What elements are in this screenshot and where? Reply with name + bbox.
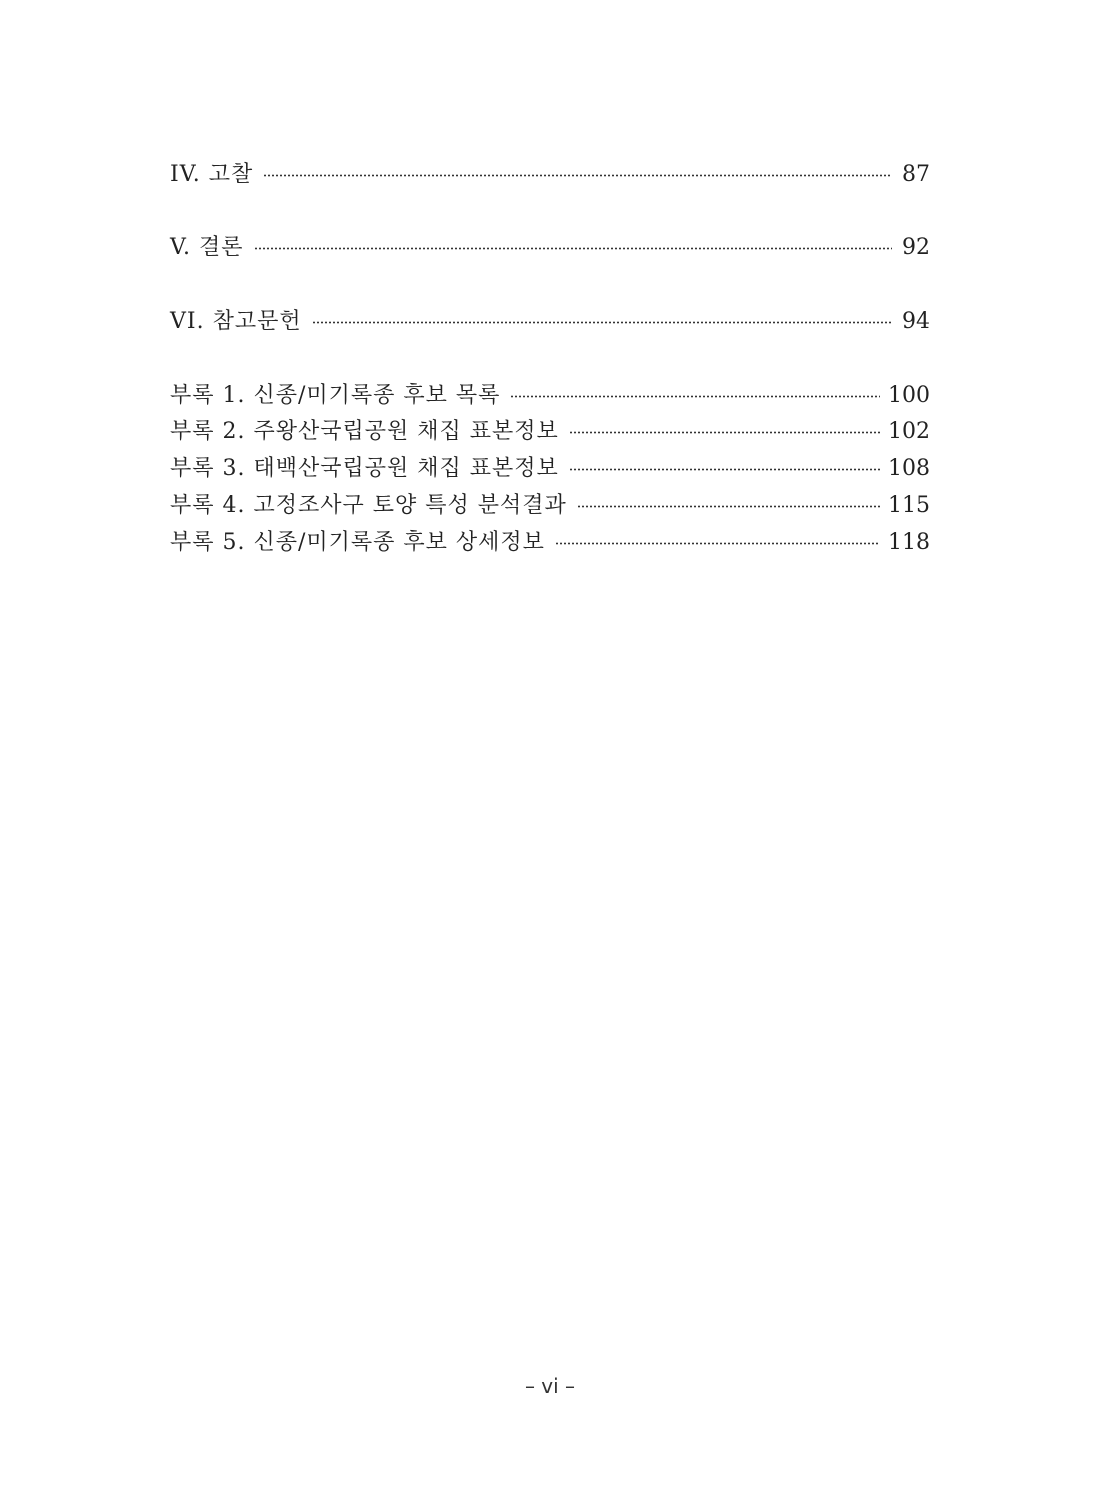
dot-leader (569, 431, 880, 434)
toc-entry (170, 526, 930, 560)
toc-entry-page: 115 (888, 493, 930, 518)
toc-entry (170, 231, 930, 265)
toc-entry-page: 87 (902, 162, 930, 187)
dot-leader (263, 174, 892, 177)
toc-entry-title: 부록 3. 태백산국립공원 채집 표본정보 (170, 456, 559, 481)
toc-entry-title: 부록 4. 고정조사구 토양 특성 분석결과 (170, 493, 567, 518)
toc-entry-page: 100 (888, 383, 930, 408)
toc-entry-title: IV. 고찰 (170, 162, 254, 187)
page-number: – vi – (524, 1374, 576, 1398)
toc-entry (170, 452, 930, 486)
dot-leader (577, 505, 880, 508)
toc-entry (170, 158, 930, 192)
toc-entry (170, 489, 930, 523)
toc-entry-page: 94 (902, 309, 930, 334)
toc-entry-title: 부록 5. 신종/미기록종 후보 상세정보 (170, 530, 545, 555)
toc-entry (170, 379, 930, 413)
dot-leader (555, 542, 880, 545)
dot-leader (569, 468, 880, 471)
toc-entry-title: 부록 1. 신종/미기록종 후보 목록 (170, 383, 501, 408)
toc-entry-page: 92 (902, 235, 930, 260)
toc-entry-title: V. 결론 (170, 235, 244, 260)
toc-entry-page: 108 (888, 456, 930, 481)
toc-entry-title: VI. 참고문헌 (170, 309, 302, 334)
toc-entry-title: 부록 2. 주왕산국립공원 채집 표본정보 (170, 419, 559, 444)
toc-entry-page: 118 (888, 530, 930, 555)
dot-leader (510, 395, 880, 398)
toc-entry (170, 305, 930, 339)
toc-entry-page: 102 (888, 419, 930, 444)
toc-entry (170, 415, 930, 449)
dot-leader (312, 321, 892, 324)
dot-leader (254, 247, 892, 250)
